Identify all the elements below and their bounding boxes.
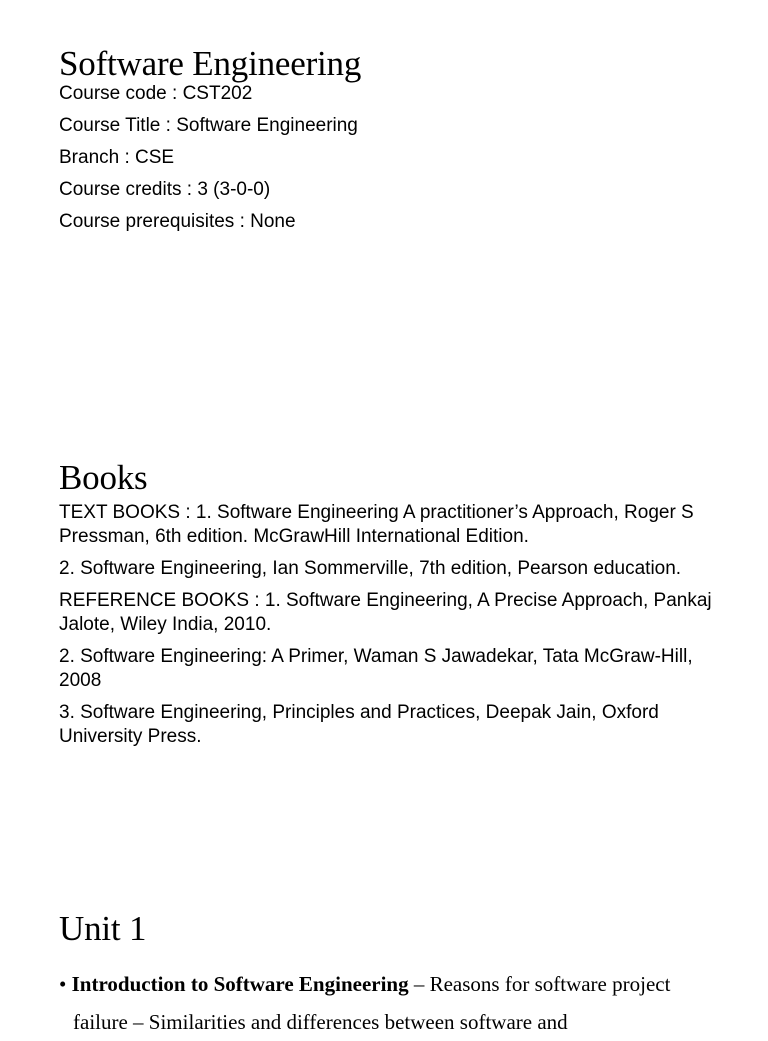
branch-line: Branch : CSE: [59, 147, 175, 168]
unit-1-topic-description: – Reasons for software project failure – Similarities and differences between software and: [73, 972, 671, 1034]
course-heading: Software Engineering: [59, 44, 362, 83]
unit-1-heading: Unit 1: [59, 909, 147, 948]
course-prerequisites-line: Course prerequisites : None: [59, 211, 296, 232]
unit-1-topic-title: Introduction to Software Engineering: [71, 972, 409, 996]
reference-book-3: 3. Software Engineering, Principles and Practices, Deepak Jain, Oxford University Press.: [59, 702, 659, 747]
course-title-line: Course Title : Software Engineering: [59, 115, 358, 136]
text-book-1: TEXT BOOKS : 1. Software Engineering A practitioner’s Approach, Roger S Pressman, 6th edition. McGrawHill International Edition.: [59, 502, 694, 547]
books-heading: Books: [59, 458, 148, 497]
unit-1-topic-item: [59, 965, 728, 1041]
reference-book-1: REFERENCE BOOKS : 1. Software Engineering, A Precise Approach, Pankaj Jalote, Wiley India, 2010.: [59, 590, 712, 635]
books-section: [59, 458, 728, 757]
course-info-section: [59, 44, 728, 238]
course-credits-line: Course credits : 3 (3-0-0): [59, 179, 271, 200]
text-book-2: 2. Software Engineering, Ian Sommerville, 7th edition, Pearson education.: [59, 558, 682, 579]
course-code-line: Course code : CST202: [59, 83, 253, 104]
bullet-marker: •: [59, 972, 67, 996]
reference-book-2: 2. Software Engineering: A Primer, Waman S Jawadekar, Tata McGraw-Hill, 2008: [59, 646, 693, 691]
unit-1-section: [59, 909, 728, 1041]
